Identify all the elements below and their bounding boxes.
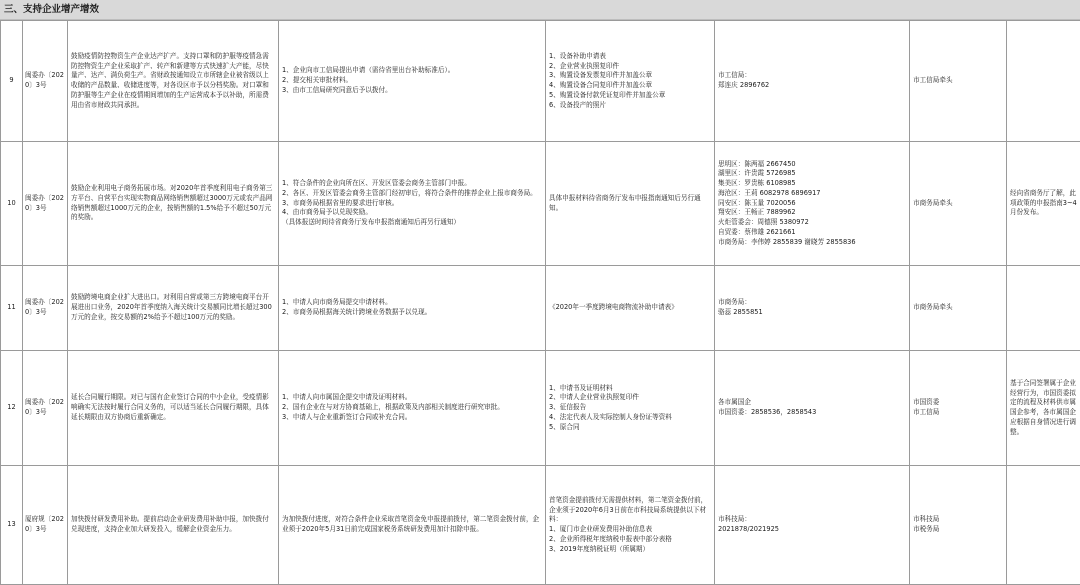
contacts-line: 市科技局： — [718, 515, 906, 525]
row-number-cell — [1, 351, 23, 466]
row-number-cell — [1, 466, 23, 585]
lead-dept-cell — [910, 351, 1007, 466]
table-body — [1, 21, 1080, 585]
process-line: 1、企业向市工信局提出申请（需待省里出台补助标准后）。 — [282, 66, 542, 76]
materials-cell — [546, 142, 715, 266]
note-line: 经向省商务厅了解，此项政策的申报指南3~4月份发布。 — [1010, 189, 1077, 218]
process-line: 1、符合条件的企业向所在区、开发区管委会商务主管部门申报。 — [282, 179, 542, 189]
table-row — [1, 142, 1080, 266]
process-line: 3、申请人与企业重新签订合同或补充合同。 — [282, 413, 542, 423]
policy-content-cell — [68, 266, 279, 351]
materials-cell — [546, 466, 715, 585]
materials-line: 2、企业营业执照复印件 — [549, 62, 711, 72]
process-cell — [279, 21, 546, 142]
policy-content-text: 鼓励跨境电商企业扩大进出口。对利用自营或第三方跨境电商平台开展进出口业务，2020年首季度纳入海关统计交易额同比增长超过300万元的企业，按交易额的2%给予不超过100万元的奖励。 — [71, 293, 275, 322]
document-number-cell — [23, 21, 68, 142]
table-row — [1, 466, 1080, 585]
document-number-cell — [23, 466, 68, 585]
materials-cell — [546, 21, 715, 142]
materials-cell — [546, 351, 715, 466]
contacts-line: 各市属国企 — [718, 398, 906, 408]
contacts-cell — [715, 466, 910, 585]
lead-dept-cell — [910, 266, 1007, 351]
document-number-text: 闽委办〔2020〕3号 — [25, 71, 64, 91]
process-line: 2、各区、开发区管委会商务主管部门经初审后，将符合条件的推荐企业上报市商务局。 — [282, 189, 542, 199]
row-number-cell — [1, 142, 23, 266]
process-cell — [279, 351, 546, 466]
note-line: 基于合同签署属于企业经营行为，市国资委拟定的流程及材料供市属国企参考，各市属国企应根据自身情况进行调整。 — [1010, 379, 1077, 438]
lead-dept-cell — [910, 142, 1007, 266]
lead-dept-cell — [910, 21, 1007, 142]
contacts-line: 自贸委：蔡伟雄 2621661 — [718, 228, 906, 238]
policy-content-text: 鼓励疫情防控物资生产企业达产扩产。支持口罩和防护服等疫情急需防控物资生产企业采取扩产、转产和新建等方式快速扩大产能，尽快量产、达产、满负荷生产。省财政按通知设立市所辖企业被省级以上收储的产品数量、收储进度等，对各设区市予以分档奖励。对口罩和防护服等生产企业在疫情期间增加的生产运营成本予以补助，所需费用由省市财政共同承担。 — [71, 52, 275, 111]
process-cell — [279, 466, 546, 585]
policy-content-cell — [68, 466, 279, 585]
process-line: 3、由市工信局研究同意后予以拨付。 — [282, 86, 542, 96]
policy-content-text: 加快拨付研发费用补助。提前启动企业研发费用补助申报，加快拨付兑现进度，支持企业加大研发投入，缓解企业资金压力。 — [71, 515, 275, 535]
row-number-text: 11 — [4, 303, 19, 313]
process-line: 2、市商务局根据海关统计跨境业务数据予以兑现。 — [282, 308, 542, 318]
contacts-line: 市国资委：2858536，2858543 — [718, 408, 906, 418]
materials-line: 1、设备补助申请表 — [549, 52, 711, 62]
policy-content-cell — [68, 351, 279, 466]
contacts-cell — [715, 266, 910, 351]
materials-line: 4、法定代表人及实际控制人身份证等资料 — [549, 413, 711, 423]
contacts-line: 同安区：陈玉量 7020056 — [718, 199, 906, 209]
materials-line: 《2020年一季度跨境电商物流补助申请表》 — [549, 303, 711, 313]
contacts-cell — [715, 21, 910, 142]
note-cell — [1007, 351, 1080, 466]
document-number-cell — [23, 351, 68, 466]
materials-line: 2、企业所得税年度纳税申报表中部分表格 — [549, 535, 711, 545]
row-number-cell — [1, 21, 23, 142]
process-cell — [279, 142, 546, 266]
materials-line: 3、2019年度纳税证明（所属期） — [549, 545, 711, 555]
document-number-text: 闽委办〔2020〕3号 — [25, 398, 64, 418]
contacts-line: 湖里区：许贵霞 5726985 — [718, 169, 906, 179]
materials-line: 1、厦门市企业研发费用补助信息表 — [549, 525, 711, 535]
process-line: （具体报送时间待省商务厅发布申报指南通知后再另行通知） — [282, 218, 542, 228]
materials-line: 4、购置设备合同复印件并加盖公章 — [549, 81, 711, 91]
lead-dept-line: 市科技局 — [913, 515, 1003, 525]
note-cell — [1007, 21, 1080, 142]
policy-content-cell — [68, 21, 279, 142]
note-cell — [1007, 142, 1080, 266]
document-number-text: 闽委办〔2020〕3号 — [25, 298, 64, 318]
process-line: 为加快拨付进度，对符合条件企业采取首笔资金免申报提前拨付，第二笔资金拨付前，企业须于2020年5月31日前完成国家税务系统研发费用加计扣除申报。 — [282, 515, 542, 535]
materials-line: 5、原合同 — [549, 423, 711, 433]
policy-content-text: 鼓励企业利用电子商务拓展市场。对2020年首季度利用电子商务第三方平台、自营平台实现实物商品网络销售额超过3000万元或农产品网络销售额超过1000万元的企业，按销售额的1.5%给予不超过50万元的奖励。 — [71, 184, 275, 223]
process-cell — [279, 266, 546, 351]
lead-dept-line: 市商务局牵头 — [913, 303, 1003, 313]
row-number-text: 13 — [4, 520, 19, 530]
process-line: 3、市商务局根据省里的要求进行审核。 — [282, 199, 542, 209]
note-cell — [1007, 466, 1080, 585]
process-line: 2、提交相关审批材料。 — [282, 76, 542, 86]
document-number-cell — [23, 266, 68, 351]
materials-line: 具体申报材料待省商务厅发布申报指南通知后另行通知。 — [549, 194, 711, 214]
materials-line: 6、设备投产的照片 — [549, 101, 711, 111]
contacts-line: 海沧区：王莉 6082978 6896917 — [718, 189, 906, 199]
policy-content-text: 延长合同履行期限。对已与国有企业签订合同的中小企业，受疫情影响确实无法按时履行合同义务的，可以适当延长合同履行期限，具体延长期限由双方协商后重新确定。 — [71, 393, 275, 422]
row-number-text: 12 — [4, 403, 19, 413]
materials-line: 3、征信报告 — [549, 403, 711, 413]
lead-dept-line: 市工信局牵头 — [913, 76, 1003, 86]
lead-dept-line: 市工信局 — [913, 408, 1003, 418]
lead-dept-cell — [910, 466, 1007, 585]
policy-table — [0, 20, 1080, 585]
row-number-cell — [1, 266, 23, 351]
row-number-text: 10 — [4, 199, 19, 209]
row-number-text: 9 — [4, 76, 19, 86]
process-line: 4、由市商务局予以兑现奖励。 — [282, 208, 542, 218]
section-title: 三、支持企业增产增效 — [0, 0, 1080, 20]
policy-content-cell — [68, 142, 279, 266]
contacts-line: 火炬管委会：周德照 5380972 — [718, 218, 906, 228]
table-row — [1, 21, 1080, 142]
table-row — [1, 351, 1080, 466]
contacts-line: 郑连庆 2896762 — [718, 81, 906, 91]
process-line: 1、申请人向市属国企提交申请及证明材料。 — [282, 393, 542, 403]
materials-line: 1、申请书及证明材料 — [549, 384, 711, 394]
lead-dept-line: 市税务局 — [913, 525, 1003, 535]
materials-line: 2、申请人企业营业执照复印件 — [549, 393, 711, 403]
contacts-line: 思明区：陈两福 2667450 — [718, 160, 906, 170]
lead-dept-line: 市国资委 — [913, 398, 1003, 408]
contacts-cell — [715, 351, 910, 466]
contacts-line: 市工信局： — [718, 71, 906, 81]
contacts-cell — [715, 142, 910, 266]
process-line: 2、国有企业在与对方协商基础上，根据政策及内部相关制度进行研究审批。 — [282, 403, 542, 413]
process-line: 1、申请人向市商务局提交申请材料。 — [282, 298, 542, 308]
contacts-line: 翔安区：王畅正 7889962 — [718, 208, 906, 218]
materials-line: 首笔资金提前拨付无需提供材料，第二笔资金拨付前，企业须于2020年6月3日前在市科技局系统提供以下材料： — [549, 496, 711, 525]
table-row — [1, 266, 1080, 351]
note-cell — [1007, 266, 1080, 351]
contacts-line: 2021878/2021925 — [718, 525, 906, 535]
materials-line: 5、购置设备付款凭证复印件并加盖公章 — [549, 91, 711, 101]
contacts-line: 集美区：罗贵栋 6108985 — [718, 179, 906, 189]
materials-line: 3、购置设备发票复印件并加盖公章 — [549, 71, 711, 81]
contacts-line: 市商务局：李伟婷 2855839 谢晓芳 2855836 — [718, 238, 906, 248]
contacts-line: 骆蕊 2855851 — [718, 308, 906, 318]
document-number-text: 闽委办〔2020〕3号 — [25, 194, 64, 214]
lead-dept-line: 市商务局牵头 — [913, 199, 1003, 209]
document-number-text: 厦府规〔2020〕3号 — [25, 515, 64, 535]
materials-cell — [546, 266, 715, 351]
contacts-line: 市商务局： — [718, 298, 906, 308]
document-number-cell — [23, 142, 68, 266]
